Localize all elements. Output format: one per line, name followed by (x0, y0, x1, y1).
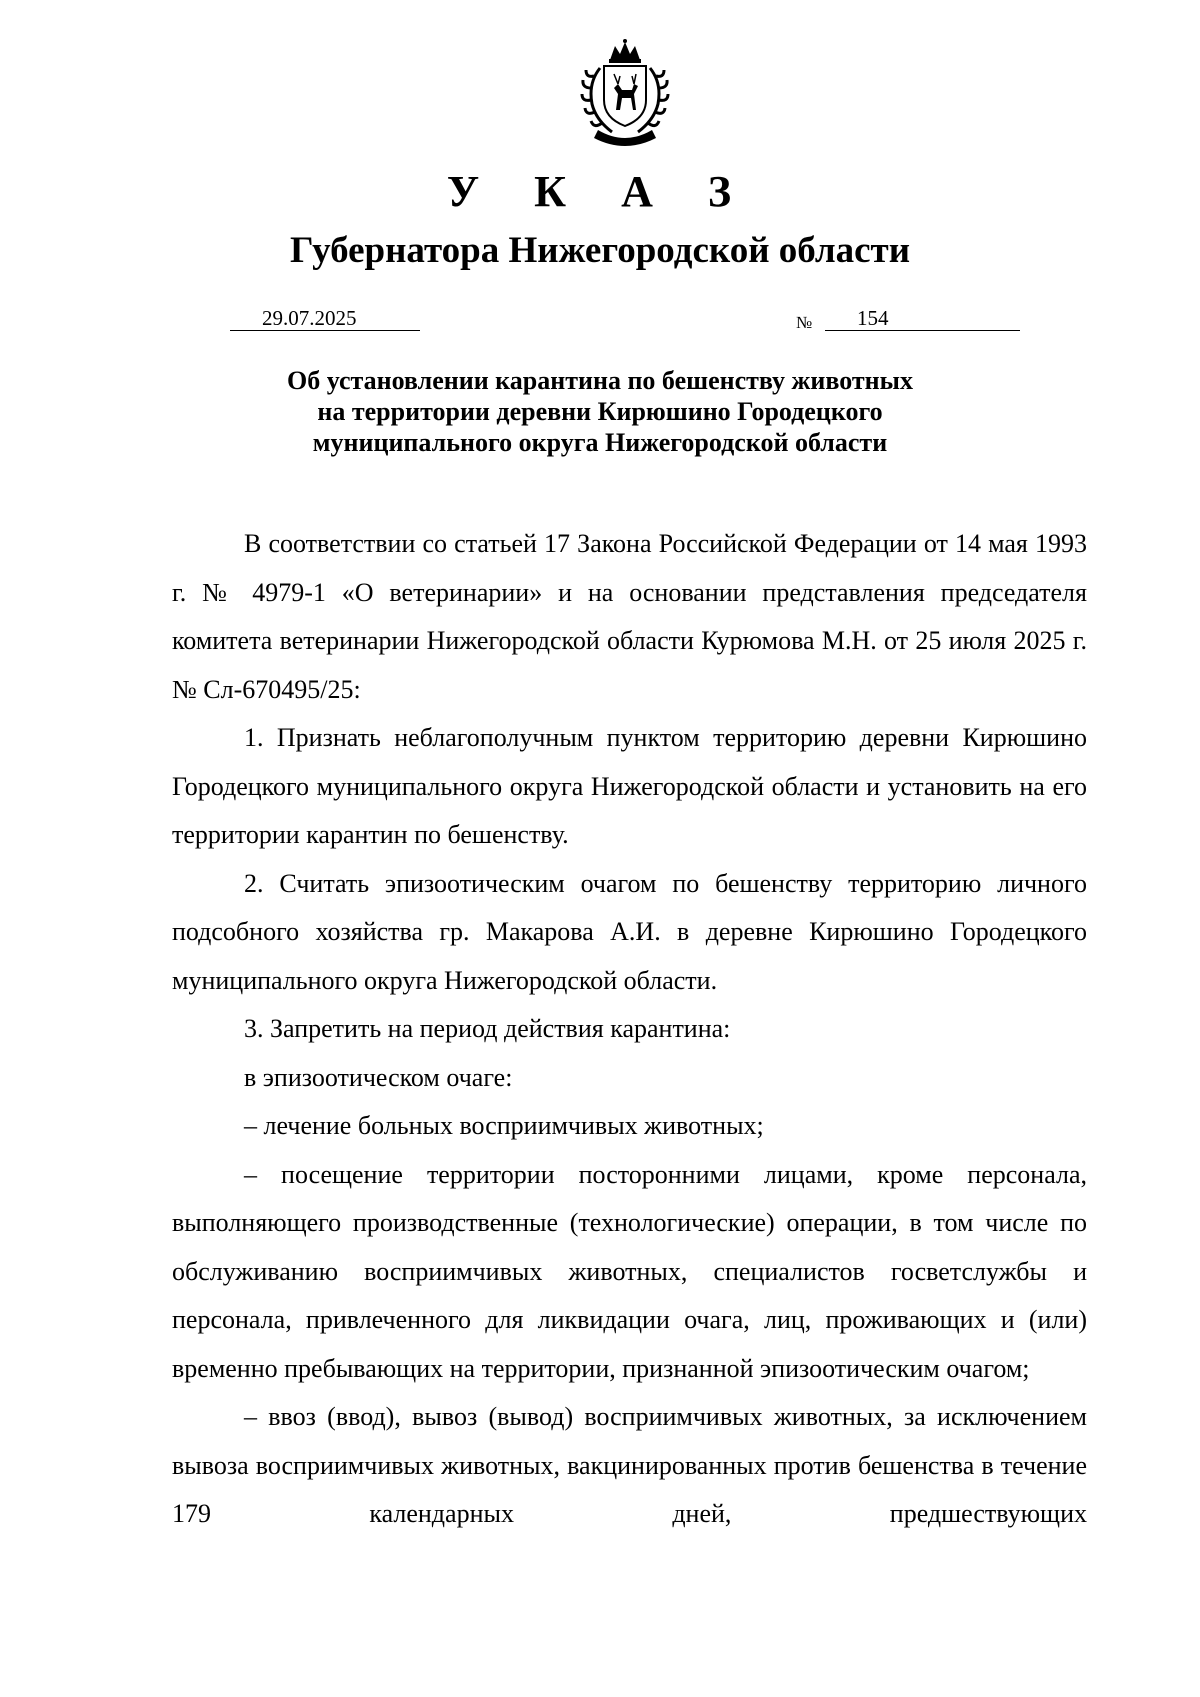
ban-item-treatment: – лечение больных восприимчивых животных; (244, 1111, 764, 1140)
subject-line: муниципального округа Нижегородской области (312, 428, 888, 457)
subject-line: на территории деревни Кирюшино Городецкого (317, 397, 883, 426)
document-body (172, 520, 1087, 1539)
clause-1: 1. Признать неблагополучным пунктом территорию деревни Кирюшино Городецкого муниципального округа Нижегородской области и установить на его территории карантин по бешенству. (172, 723, 1087, 849)
document-number-field (825, 306, 1020, 331)
document-subject (0, 365, 1200, 458)
focus-heading: в эпизоотическом очаге: (244, 1062, 513, 1092)
document-date: 29.07.2025 (262, 306, 357, 330)
clause-3: 3. Запретить на период действия карантина: (244, 1014, 731, 1043)
clause-2: 2. Считать эпизоотическим очагом по бешенству территорию личного подсобного хозяйства гр. Макарова А.И. в деревне Кирюшино Городецкого муниципального округа Нижегородской области. (172, 868, 1087, 995)
document-date-field (230, 306, 420, 331)
number-sign: № (796, 313, 813, 332)
coat-of-arms-icon (560, 38, 690, 146)
document-number: 154 (857, 306, 889, 330)
subject-line: Об установлении карантина по бешенству животных (287, 366, 913, 395)
ban-item-transport: – ввоз (ввод), вывоз (вывод) восприимчивых животных, за исключением вывоза восприимчивых животных, вакцинированных против бешенства в течение 179 календарных дней, предшествующих (172, 1402, 1087, 1528)
document-type-title: У К А З (446, 167, 754, 216)
preamble-paragraph: В соответствии со статьей 17 Закона Российской Федерации от 14 мая 1993 г. № 4979-1 «О ветеринарии» и на основании представления председателя комитета ветеринарии Нижегородской области Курюмова М.Н. от 25 июля 2025 г. № Сл-670495/25: (172, 529, 1087, 704)
ban-item-visits: – посещение территории посторонними лицами, кроме персонала, выполняющего производственные (технологические) операции, в том числе по обслуживанию восприимчивых животных, специалистов госветслужбы и персонала, привлеченного для ликвидации очага, лиц, проживающих и (или) временно пребывающих на территории, признанной эпизоотическим очагом; (172, 1159, 1087, 1383)
issuer-title: Губернатора Нижегородской области (289, 230, 911, 271)
